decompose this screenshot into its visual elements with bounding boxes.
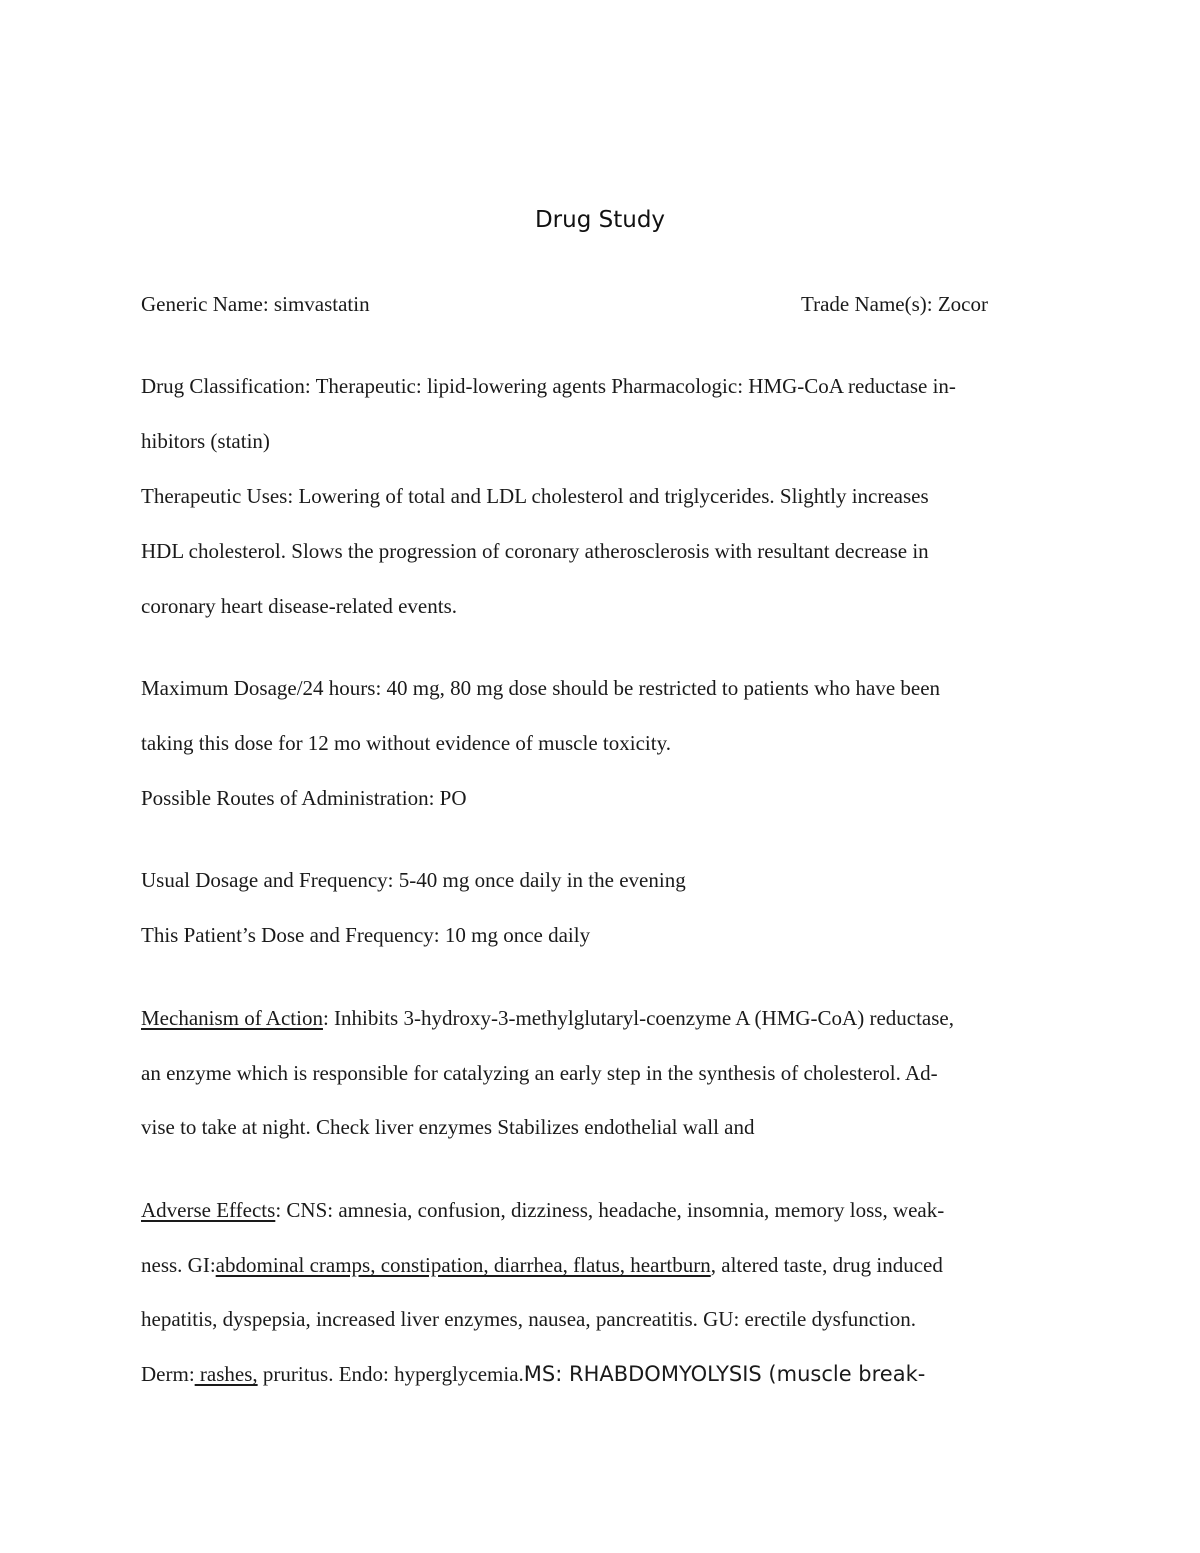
mechanism-line-2: an enzyme which is responsible for catalyzing an early step in the synthesis of cholesterol. Ad- <box>141 1061 938 1085</box>
routes-of-administration: Possible Routes of Administration: PO <box>141 786 467 810</box>
trade-name: Trade Name(s): Zocor <box>801 292 989 316</box>
mechanism-line-3: vise to take at night. Check liver enzymes Stabilizes endothelial wall and <box>141 1115 755 1139</box>
document-title: Drug Study <box>534 207 666 233</box>
adverse-derm-label: Derm: <box>141 1362 195 1386</box>
adverse-ms-emphasis: MS: RHABDOMYOLYSIS (muscle break- <box>523 1362 926 1386</box>
therapeutic-uses-line-1: Therapeutic Uses: Lowering of total and LDL cholesterol and triglycerides. Slightly increases <box>141 484 929 508</box>
therapeutic-uses-line-2: HDL cholesterol. Slows the progression of coronary atherosclerosis with resultant decrease in <box>141 539 929 563</box>
adverse-heading: Adverse Effects <box>141 1198 276 1222</box>
mechanism-text: : Inhibits 3-hydroxy-3-methylglutaryl-coenzyme A (HMG-CoA) reductase, <box>322 1006 954 1030</box>
adverse-line-4 <box>141 1361 925 1387</box>
drug-classification-line-2: hibitors (statin) <box>141 429 270 453</box>
adverse-gi-rest: , altered taste, drug induced <box>710 1253 943 1277</box>
drug-classification-line-1: Drug Classification: Therapeutic: lipid-lowering agents Pharmacologic: HMG-CoA reductase in- <box>141 374 956 398</box>
usual-dosage: Usual Dosage and Frequency: 5-40 mg once daily in the evening <box>141 868 686 892</box>
adverse-line-3: hepatitis, dyspepsia, increased liver enzymes, nausea, pancreatitis. GU: erectile dysfunction. <box>141 1307 916 1331</box>
adverse-line-1 <box>141 1197 944 1223</box>
max-dosage-line-1: Maximum Dosage/24 hours: 40 mg, 80 mg dose should be restricted to patients who have been <box>141 676 941 700</box>
max-dosage-line-2: taking this dose for 12 mo without evidence of muscle toxicity. <box>141 731 671 755</box>
mechanism-heading: Mechanism of Action <box>141 1006 323 1030</box>
therapeutic-uses-line-3: coronary heart disease-related events. <box>141 594 458 618</box>
adverse-derm-underlined: rashes, <box>194 1362 258 1386</box>
mechanism-line-1 <box>141 1005 954 1031</box>
adverse-gi-underlined: abdominal cramps, constipation, diarrhea, flatus, heartburn <box>215 1253 711 1277</box>
generic-name: Generic Name: simvastatin <box>141 292 370 316</box>
adverse-derm-rest: pruritus. Endo: hyperglycemia. <box>257 1362 524 1386</box>
patient-dose: This Patient’s Dose and Frequency: 10 mg once daily <box>141 923 591 947</box>
adverse-line-2 <box>141 1252 943 1278</box>
adverse-gi-label: ness. GI: <box>141 1253 216 1277</box>
adverse-text: : CNS: amnesia, confusion, dizziness, headache, insomnia, memory loss, weak- <box>275 1198 945 1222</box>
